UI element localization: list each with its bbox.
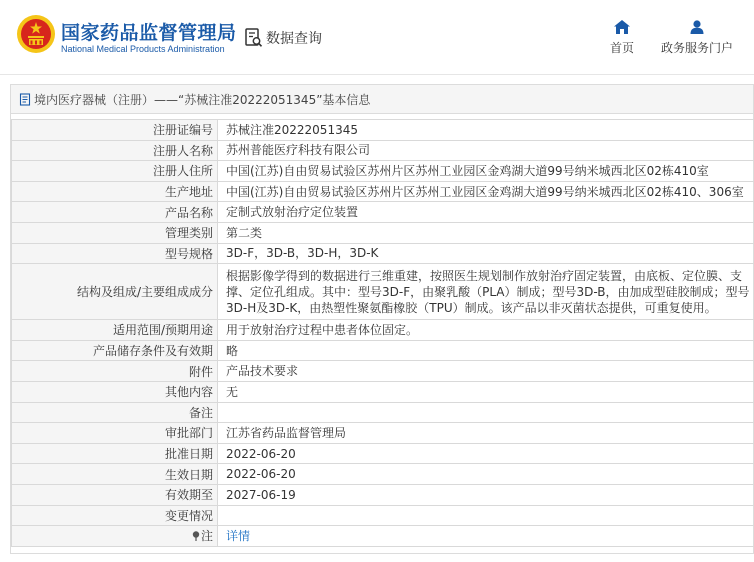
user-icon	[689, 20, 705, 34]
field-value	[218, 505, 754, 526]
table-row	[12, 243, 754, 264]
table-row	[12, 484, 754, 505]
field-label: 生效日期	[12, 464, 218, 485]
note-label-cell	[12, 526, 218, 547]
table-row	[12, 361, 754, 382]
field-value: 2022-06-20	[218, 443, 754, 464]
field-label: 结构及组成/主要组成成分	[12, 264, 218, 320]
field-label: 型号规格	[12, 243, 218, 264]
field-value: 产品技术要求	[218, 361, 754, 382]
field-value: 用于放射治疗过程中患者体位固定。	[218, 320, 754, 341]
site-subtitle: National Medical Products Administration	[61, 44, 225, 54]
field-label: 变更情况	[12, 505, 218, 526]
field-value: 苏械注准20222051345	[218, 120, 754, 141]
table-row	[12, 140, 754, 161]
field-value: 苏州普能医疗科技有限公司	[218, 140, 754, 161]
table-row	[12, 423, 754, 444]
field-value: 中国(江苏)自由贸易试验区苏州片区苏州工业园区金鸡湖大道99号纳米城西北区02栋410、306室	[218, 181, 754, 202]
field-value: 中国(江苏)自由贸易试验区苏州片区苏州工业园区金鸡湖大道99号纳米城西北区02栋410室	[218, 161, 754, 182]
field-label: 适用范围/预期用途	[12, 320, 218, 341]
field-value: 根据影像学得到的数据进行三维重建，按照医生规划制作放射治疗固定装置，由底板、定位膜、支撑、定位孔组成。其中：型号3D-F，由聚乳酸（PLA）制成；型号3D-B，由加成型硅胶制成；型号3D-H及3D-K，由热塑性聚氨酯橡胶（TPU）制成。该产品以非灭菌状态提供，可重复使用。	[218, 264, 754, 320]
field-label: 附件	[12, 361, 218, 382]
field-value: 3D-F，3D-B，3D-H，3D-K	[218, 243, 754, 264]
table-row	[12, 264, 754, 320]
field-value: 江苏省药品监督管理局	[218, 423, 754, 444]
table-row	[12, 202, 754, 223]
nav-government-portal[interactable]	[652, 20, 742, 56]
field-label: 生产地址	[12, 181, 218, 202]
table-row	[12, 402, 754, 423]
table-row	[12, 181, 754, 202]
field-label: 注册证编号	[12, 120, 218, 141]
document-icon	[19, 93, 32, 106]
note-label-text: 注	[200, 529, 213, 544]
field-label: 备注	[12, 402, 218, 423]
home-icon	[614, 20, 630, 34]
field-value: 定制式放射治疗定位装置	[218, 202, 754, 223]
document-search-icon	[245, 28, 263, 48]
site-header	[0, 0, 754, 74]
field-label: 管理类别	[12, 222, 218, 243]
national-emblem-icon	[16, 14, 56, 54]
table-row	[12, 320, 754, 341]
pin-icon	[192, 531, 200, 541]
field-value: 无	[218, 381, 754, 402]
breadcrumb	[11, 85, 753, 114]
field-label: 注册人住所	[12, 161, 218, 182]
field-label: 其他内容	[12, 381, 218, 402]
details-link[interactable]: 详情	[226, 528, 251, 543]
data-query-label: 数据查询	[266, 31, 322, 47]
field-value	[218, 402, 754, 423]
table-row	[12, 381, 754, 402]
note-label	[192, 527, 213, 544]
table-row-note	[12, 526, 754, 547]
record-panel	[10, 84, 754, 554]
breadcrumb-text: 境内医疗器械（注册）——“苏械注准20222051345”基本信息	[34, 92, 371, 107]
table-row	[12, 464, 754, 485]
field-value: 2022-06-20	[218, 464, 754, 485]
field-label: 有效期至	[12, 484, 218, 505]
field-label: 批准日期	[12, 443, 218, 464]
field-value: 略	[218, 340, 754, 361]
table-row	[12, 505, 754, 526]
table-row	[12, 161, 754, 182]
note-value-cell	[218, 526, 754, 547]
field-label: 产品储存条件及有效期	[12, 340, 218, 361]
data-query-link[interactable]	[245, 28, 322, 48]
header-divider	[0, 74, 754, 75]
field-value: 第二类	[218, 222, 754, 243]
table-row	[12, 120, 754, 141]
record-table	[11, 119, 754, 547]
field-label: 注册人名称	[12, 140, 218, 161]
field-label: 审批部门	[12, 423, 218, 444]
field-value: 2027-06-19	[218, 484, 754, 505]
nav-portal-label: 政务服务门户	[660, 41, 733, 55]
table-row	[12, 340, 754, 361]
table-row	[12, 443, 754, 464]
field-label: 产品名称	[12, 202, 218, 223]
nav-home-label: 首页	[609, 41, 634, 55]
table-row	[12, 222, 754, 243]
site-title: 国家药品监督管理局	[61, 22, 237, 44]
